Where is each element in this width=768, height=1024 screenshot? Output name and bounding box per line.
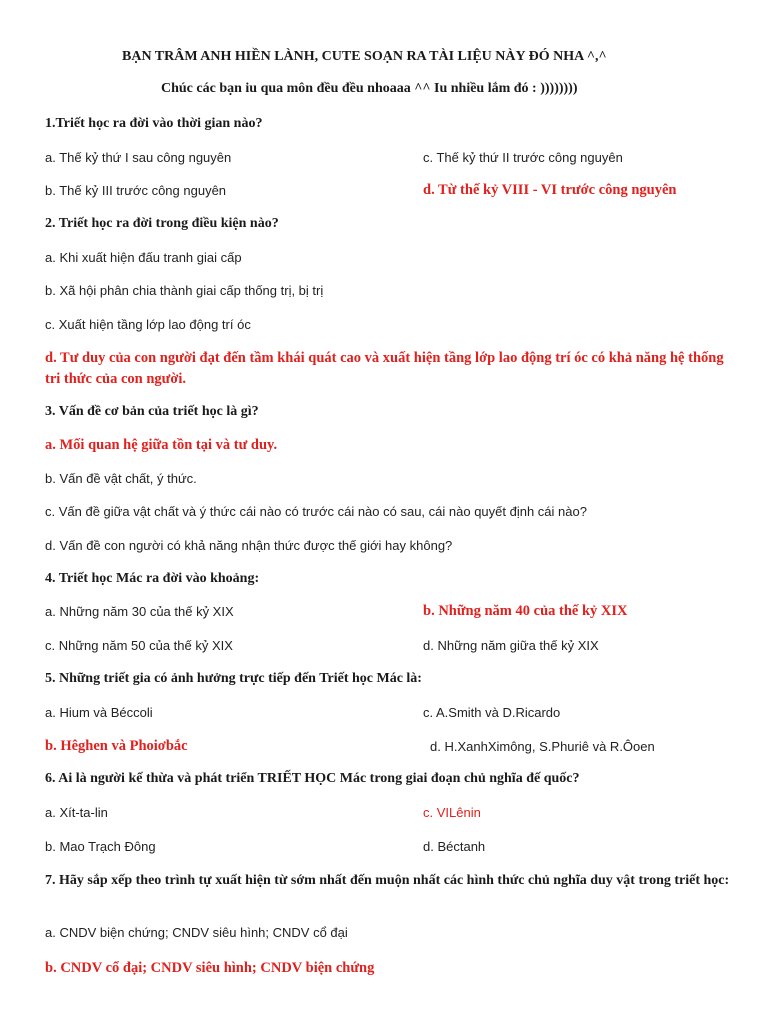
question-3: 3. Vấn đề cơ bản của triết học là gì? <box>45 404 259 419</box>
question-2-option-d-answer: d. Tư duy của con người đạt đến tầm khái quát cao và xuất hiện tầng lớp lao động trí óc có khả năng hệ thống tri thức của con người. <box>45 350 724 387</box>
question-2-option-b: b. Xã hội phân chia thành giai cấp thống trị, bị trị <box>45 283 324 298</box>
question-2-option-a: a. Khi xuất hiện đấu tranh giai cấp <box>45 250 242 265</box>
question-1-option-c: c. Thế kỷ thứ II trước công nguyên <box>423 150 623 165</box>
page-subtitle: Chúc các bạn iu qua môn đều đều nhoaaa ^^ Iu nhiều lắm đó : )))))))) <box>161 81 578 96</box>
question-6-option-d: d. Béctanh <box>423 839 486 854</box>
question-3-option-a-answer: a. Mối quan hệ giữa tồn tại và tư duy. <box>45 437 278 453</box>
question-6-option-a: a. Xít-ta-lin <box>45 805 108 820</box>
question-5-option-c: c. A.Smith và D.Ricardo <box>423 705 561 720</box>
question-3-option-b: b. Vấn đề vật chất, ý thức. <box>45 471 197 486</box>
question-5-option-d: d. H.XanhXimông, S.Phuriê và R.Ôoen <box>430 739 655 754</box>
question-4-option-c: c. Những năm 50 của thế kỷ XIX <box>45 638 233 653</box>
question-7-option-a: a. CNDV biện chứng; CNDV siêu hình; CNDV cổ đại <box>45 925 348 940</box>
question-4-option-a: a. Những năm 30 của thế kỷ XIX <box>45 604 234 619</box>
question-5-option-a: a. Hium và Béccoli <box>45 705 153 720</box>
question-4: 4. Triết học Mác ra đời vào khoảng: <box>45 571 260 586</box>
question-6-option-b: b. Mao Trạch Đông <box>45 839 156 854</box>
question-7-option-b-answer: b. CNDV cổ đại; CNDV siêu hình; CNDV biện chứng <box>45 960 375 976</box>
question-6: 6. Ai là người kế thừa và phát triển TRIẾT HỌC Mác trong giai đoạn chủ nghĩa đế quốc? <box>45 771 580 786</box>
question-6-option-c-answer: c. VILênin <box>423 805 481 820</box>
question-5: 5. Những triết gia có ảnh hưởng trực tiếp đến Triết học Mác là: <box>45 671 422 686</box>
question-1-option-b: b. Thế kỷ III trước công nguyên <box>45 183 227 198</box>
question-3-option-c: c. Vấn đề giữa vật chất và ý thức cái nào có trước cái nào có sau, cái nào quyết định cái nào? <box>45 504 587 519</box>
question-5-option-b-answer: b. Hêghen và Phoiơbắc <box>45 738 188 754</box>
question-1-option-a: a. Thế kỷ thứ I sau công nguyên <box>45 150 232 165</box>
question-7: 7. Hãy sắp xếp theo trình tự xuất hiện từ sớm nhất đến muộn nhất các hình thức chủ nghĩa duy vật trong triết học: <box>45 873 730 888</box>
question-4-option-b-answer: b. Những năm 40 của thế kỷ XIX <box>423 603 628 619</box>
question-1: 1.Triết học ra đời vào thời gian nào? <box>45 116 263 131</box>
question-2-option-c: c. Xuất hiện tầng lớp lao động trí óc <box>45 317 251 332</box>
question-3-option-d: d. Vấn đề con người có khả năng nhận thức được thế giới hay không? <box>45 538 453 553</box>
question-2: 2. Triết học ra đời trong điều kiện nào? <box>45 216 279 231</box>
question-1-option-d-answer: d. Từ thế kỷ VIII - VI trước công nguyên <box>423 182 677 198</box>
question-4-option-d: d. Những năm giữa thế kỷ XIX <box>423 638 599 653</box>
page-title: BẠN TRÂM ANH HIỀN LÀNH, CUTE SOẠN RA TÀI LIỆU NÀY ĐÓ NHA ^,^ <box>122 49 607 64</box>
